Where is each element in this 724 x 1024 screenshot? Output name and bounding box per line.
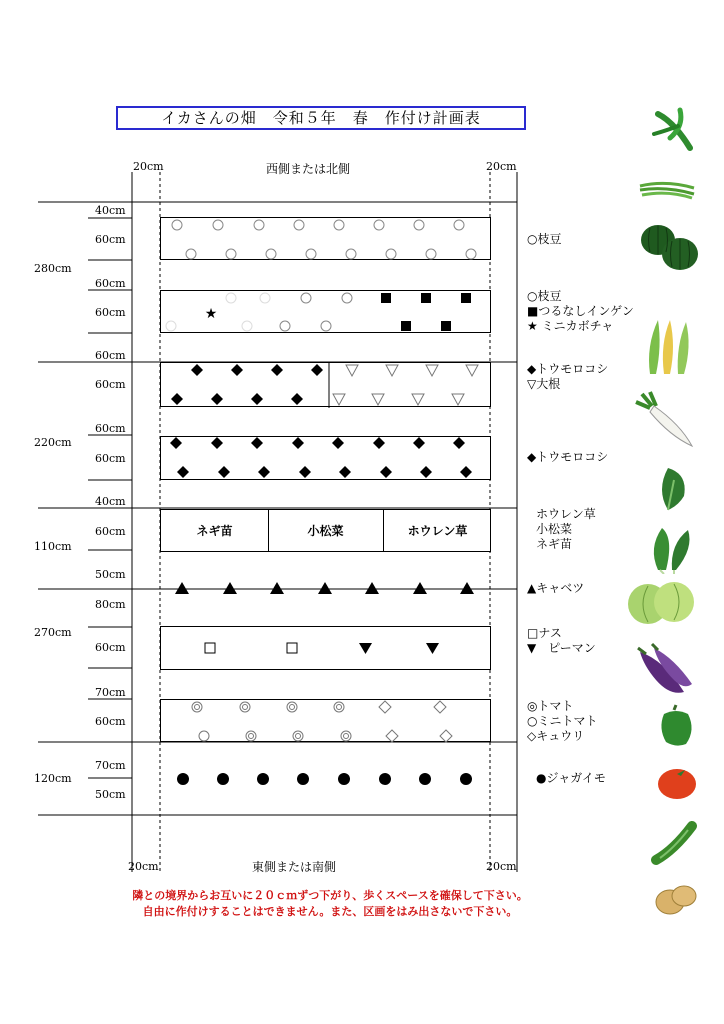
green-pepper-icon xyxy=(656,704,698,748)
legend-bed-4 xyxy=(527,450,608,465)
top-left-margin: 20cm xyxy=(133,160,164,173)
legend-bed-3 xyxy=(527,362,608,392)
legend-item: ○枝豆 xyxy=(527,289,562,303)
svg-text:★: ★ xyxy=(204,306,218,322)
section-komatsuna: 小松菜 xyxy=(268,510,384,551)
legend-bed-5 xyxy=(536,507,596,552)
length-label: 220cm xyxy=(34,436,72,449)
width-label: 60cm xyxy=(95,641,126,654)
bed-mixed-beans[interactable] xyxy=(160,290,491,333)
width-label: 70cm xyxy=(95,759,126,772)
legend-item: ●ジャガイモ xyxy=(536,771,606,785)
width-label: 40cm xyxy=(95,204,126,217)
legend-bed-8 xyxy=(527,699,597,744)
bed-symbols xyxy=(161,627,492,671)
width-label: 60cm xyxy=(95,306,126,319)
legend-item: ▲キャベツ xyxy=(527,581,585,595)
section-negi: ネギ苗 xyxy=(161,510,269,551)
width-label: 60cm xyxy=(95,715,126,728)
corn-icon xyxy=(640,316,698,378)
bed-corn-daikon[interactable] xyxy=(160,362,491,407)
edamame-icon xyxy=(650,104,698,156)
legend-item: ◆トウモロコシ xyxy=(527,362,609,376)
cabbage-row xyxy=(160,580,491,598)
legend-item: ◎トマト xyxy=(527,699,574,713)
daikon-icon xyxy=(632,390,698,450)
legend-bed-1 xyxy=(527,232,561,247)
width-label: 70cm xyxy=(95,686,126,699)
legend-item: ▽大根 xyxy=(527,377,561,391)
cabbage-icon xyxy=(626,576,698,628)
bottom-left-margin: 20cm xyxy=(128,860,159,873)
legend-item: ★ ミニカボチャ xyxy=(527,319,614,333)
komatsuna-icon xyxy=(644,518,698,574)
section-spinach: ホウレン草 xyxy=(407,524,468,538)
pumpkin-icon xyxy=(638,220,700,272)
note-line-2: 自由に作付けすることはできません。また、区画をはみ出さないで下さい。 xyxy=(142,905,518,918)
width-label: 60cm xyxy=(95,378,126,391)
bed-tomato-cucumber[interactable] xyxy=(160,699,491,742)
potato-row xyxy=(160,770,491,788)
bottom-direction-label: 東側または南側 xyxy=(252,860,337,874)
top-direction-label: 西側または北側 xyxy=(266,162,351,176)
width-label: 60cm xyxy=(95,233,126,246)
note-line-1: 隣との境界からお互いに２０ｃｍずつ下がり、歩くスペースを確保して下さい。 xyxy=(132,889,528,902)
width-label: 40cm xyxy=(95,495,126,508)
length-label: 280cm xyxy=(34,262,72,275)
width-label: 60cm xyxy=(95,452,126,465)
page-title: イカさんの畑 令和５年 春 作付け計画表 xyxy=(116,106,526,130)
legend-bed-2 xyxy=(527,289,634,334)
width-label: 50cm xyxy=(95,788,126,801)
length-label: 120cm xyxy=(34,772,72,785)
bed-symbols xyxy=(161,700,492,743)
legend-bed-9 xyxy=(536,771,606,786)
width-label: 50cm xyxy=(95,568,126,581)
legend-item: 小松菜 xyxy=(536,522,573,536)
eggplant-icon xyxy=(634,640,698,700)
bottom-right-margin: 20cm xyxy=(486,860,517,873)
legend-bed-7 xyxy=(527,626,596,656)
width-label: 60cm xyxy=(95,422,126,435)
bed-symbols xyxy=(161,363,492,408)
legend-item: ○ミニトマト xyxy=(527,714,598,728)
length-label: 270cm xyxy=(34,626,72,639)
bed-eggplant-pepper[interactable] xyxy=(160,626,491,670)
width-label: 80cm xyxy=(95,598,126,611)
spinach-icon xyxy=(648,460,698,514)
width-label: 60cm xyxy=(95,349,126,362)
bed-symbols xyxy=(161,291,492,334)
top-right-margin: 20cm xyxy=(486,160,517,173)
legend-item: ◇キュウリ xyxy=(527,729,585,743)
bed-edamame[interactable] xyxy=(160,217,491,260)
green-bean-icon xyxy=(636,176,698,204)
bed-corn[interactable] xyxy=(160,436,491,480)
width-label: 60cm xyxy=(95,525,126,538)
legend-item: □ナス xyxy=(527,626,562,640)
bed-leafy-greens[interactable] xyxy=(160,509,491,552)
length-label: 110cm xyxy=(34,540,72,553)
legend-item: ネギ苗 xyxy=(536,537,573,551)
legend-bed-6 xyxy=(527,581,584,596)
tomato-icon xyxy=(656,764,698,800)
legend-item: ■つるなしインゲン xyxy=(527,304,634,318)
legend-item: ▼ ピーマン xyxy=(527,641,596,655)
legend-item: ◆トウモロコシ xyxy=(527,450,609,464)
legend-item: ○枝豆 xyxy=(527,232,562,246)
cucumber-icon xyxy=(650,820,698,866)
bed-symbols xyxy=(161,437,492,481)
potato-icon xyxy=(654,880,698,920)
width-label: 60cm xyxy=(95,277,126,290)
bed-symbols xyxy=(161,218,492,261)
legend-item: ホウレン草 xyxy=(536,507,596,521)
